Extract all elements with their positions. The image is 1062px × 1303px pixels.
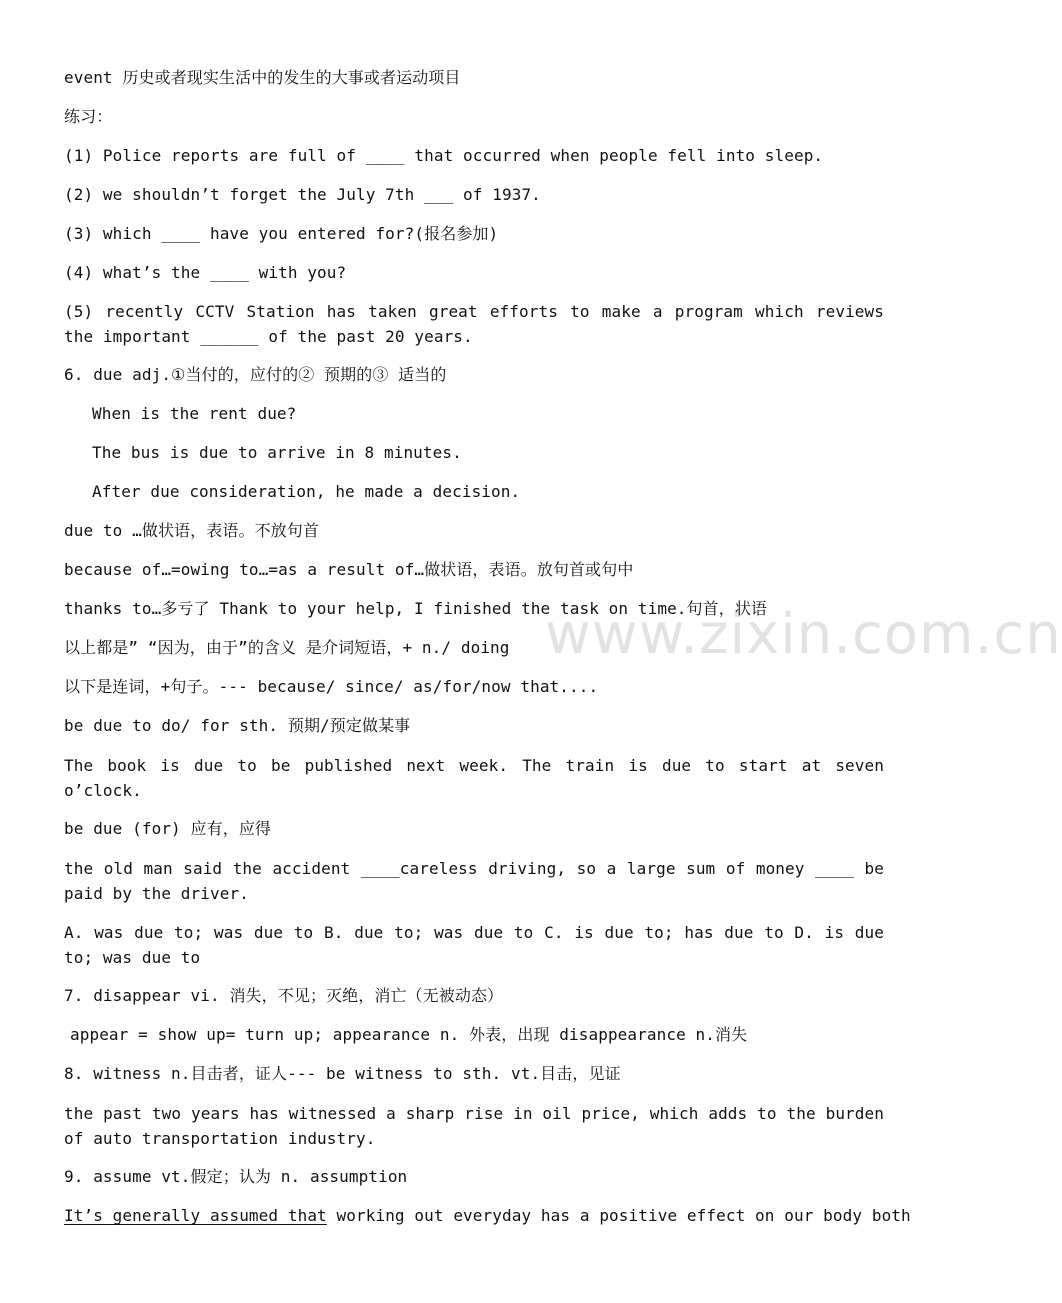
line-exercise-1: (1) Police reports are full of ____ that occurred when people fell into sleep.: [64, 146, 824, 165]
line-disappear-heading: 7. disappear vi. 消失，不见；灭绝，消亡（无被动态）: [64, 986, 504, 1005]
line-due-options: A. was due to; was due to B. due to; was due to C. is due to; has due to D. is due to; was due to: [64, 923, 884, 967]
line-due-example-3: After due consideration, he made a decision.: [92, 482, 521, 501]
line-be-due-to-examples: The book is due to be published next week. The train is due to start at seven o’clock.: [64, 756, 884, 800]
line-exercise-5: (5) recently CCTV Station has taken great efforts to make a program which reviews the important ______ of the past 20 years.: [64, 302, 884, 346]
line-thanks-to: thanks to…多亏了 Thank to your help, I finished the task on time.句首，状语: [64, 599, 768, 618]
line-be-due-for: be due (for) 应有，应得: [64, 819, 272, 838]
line-due-example-1: When is the rent due?: [92, 404, 297, 423]
line-appear-synonyms: appear = show up= turn up; appearance n. 外表，出现 disappearance n.消失: [70, 1025, 748, 1044]
assume-example-rest: working out everyday has a positive effect on our body both: [326, 1206, 911, 1225]
line-witness-heading: 8. witness n.目击者，证人--- be witness to sth. vt.目击，见证: [64, 1064, 621, 1083]
underlined-phrase: It’s generally assumed that: [64, 1206, 327, 1225]
line-assume-heading: 9. assume vt.假定；认为 n. assumption: [64, 1167, 408, 1186]
line-witness-example: the past two years has witnessed a sharp rise in oil price, which adds to the burden of auto transportation industry.: [64, 1104, 884, 1148]
line-exercise-3: (3) which ____ have you entered for?(报名参加): [64, 224, 499, 243]
line-prepositional-note: 以上都是” “因为，由于”的含义 是介词短语，+ n./ doing: [64, 638, 510, 657]
line-event-definition: event 历史或者现实生活中的发生的大事或者运动项目: [64, 68, 461, 87]
line-exercise-2: (2) we shouldn’t forget the July 7th ___ of 1937.: [64, 185, 541, 204]
line-conjunction-note: 以下是连词，+句子。--- because/ since/ as/for/now that....: [64, 677, 599, 696]
line-due-question: the old man said the accident ____careless driving, so a large sum of money ____ be paid by the driver.: [64, 859, 884, 903]
line-exercise-4: (4) what’s the ____ with you?: [64, 263, 347, 282]
line-exercise-heading: 练习：: [64, 107, 113, 126]
line-due-to: due to …做状语，表语。不放句首: [64, 521, 319, 540]
line-assume-example: [64, 1206, 911, 1226]
line-due-heading: 6. due adj.①当付的，应付的② 预期的③ 适当的: [64, 365, 447, 384]
watermark: www.zixin.com.cn: [545, 602, 1062, 667]
line-due-example-2: The bus is due to arrive in 8 minutes.: [92, 443, 462, 462]
line-be-due-to-do: be due to do/ for sth. 预期/预定做某事: [64, 716, 411, 735]
line-because-of: because of…=owing to…=as a result of…做状语，表语。放句首或句中: [64, 560, 634, 579]
